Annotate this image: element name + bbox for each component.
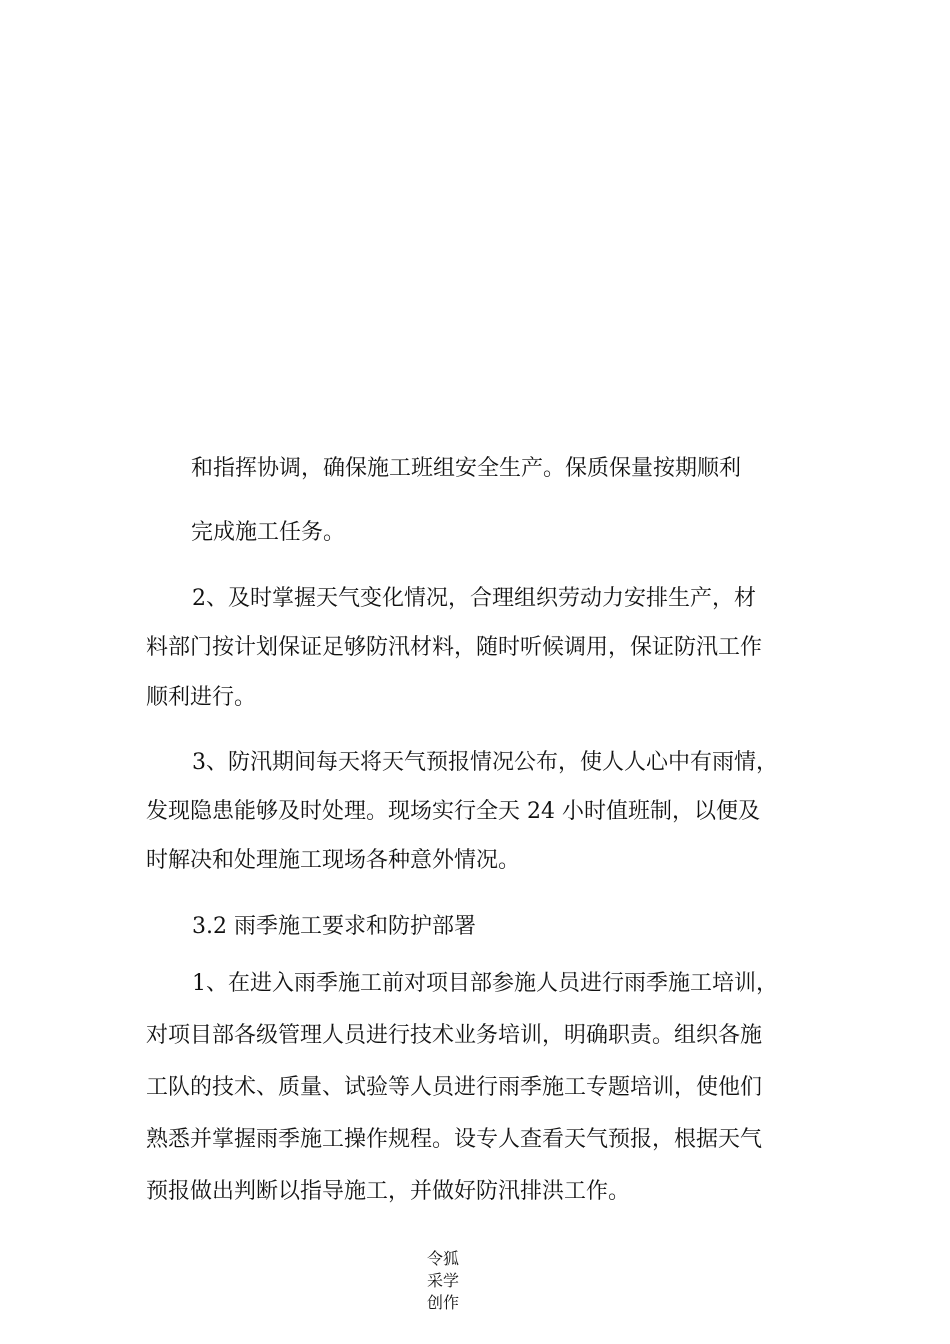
paragraph-line: 预报做出判断以指导施工，并做好防汛排洪工作。 xyxy=(146,1179,631,1204)
footer-line: 创作 xyxy=(426,1293,459,1312)
paragraph-line: 顺利进行。 xyxy=(146,685,257,710)
paragraph-line: 发现隐患能够及时处理。现场实行全天 24 小时值班制，以便及 xyxy=(146,799,760,824)
paragraph-line: 1、在进入雨季施工前对项目部参施人员进行雨季施工培训， xyxy=(192,971,778,996)
paragraph-line: 和指挥协调，确保施工班组安全生产。保质保量按期顺利 xyxy=(191,456,742,481)
paragraph-line: 3、防汛期间每天将天气预报情况公布，使人人心中有雨情， xyxy=(192,750,778,775)
page-footer xyxy=(418,1248,468,1314)
paragraph-line: 工队的技术、质量、试验等人员进行雨季施工专题培训，使他们 xyxy=(146,1075,763,1100)
paragraph-line: 对项目部各级管理人员进行技术业务培训，明确职责。组织各施 xyxy=(146,1023,763,1048)
footer-line: 采学 xyxy=(426,1271,459,1290)
footer-line: 令狐 xyxy=(426,1249,459,1268)
section-heading: 3.2 雨季施工要求和防护部署 xyxy=(192,914,476,939)
paragraph-line: 完成施工任务。 xyxy=(191,520,346,545)
paragraph-line: 2、及时掌握天气变化情况，合理组织劳动力安排生产，材 xyxy=(192,586,756,611)
paragraph-line: 时解决和处理施工现场各种意外情况。 xyxy=(146,848,521,873)
paragraph-line: 熟悉并掌握雨季施工操作规程。设专人查看天气预报，根据天气 xyxy=(146,1127,763,1152)
paragraph-line: 料部门按计划保证足够防汛材料，随时听候调用，保证防汛工作 xyxy=(146,635,763,660)
